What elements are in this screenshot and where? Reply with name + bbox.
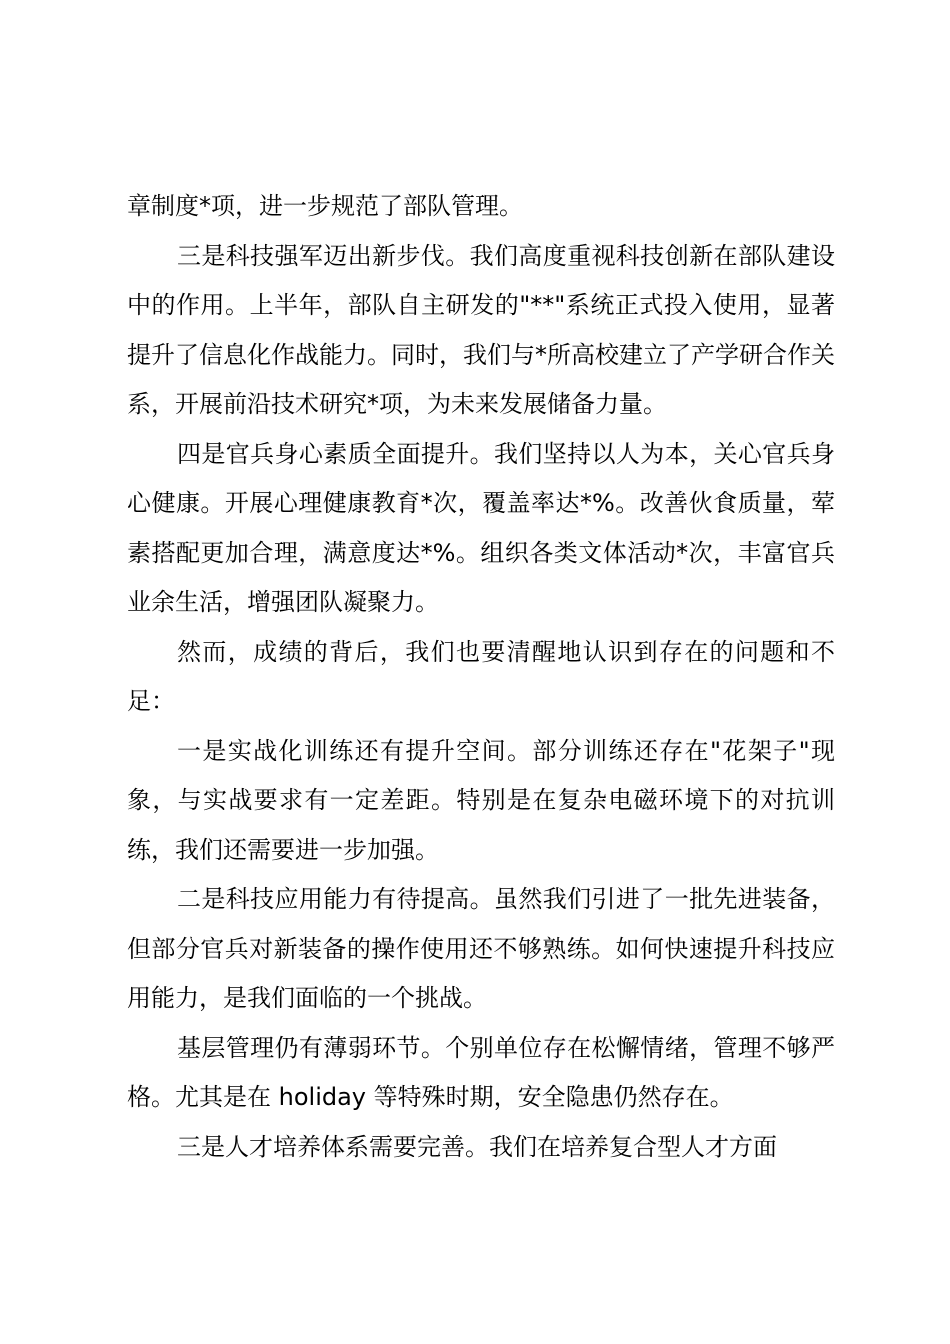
paragraph-8: 三是人才培养体系需要完善。我们在培养复合型人才方面 — [177, 1132, 777, 1161]
paragraph-4: 然而，成绩的背后，我们也要清醒地认识到存在的问题和不足： — [127, 637, 835, 715]
paragraph-6: 二是科技应用能力有待提高。虽然我们引进了一批先进装备，但部分官兵对新装备的操作使用还不够熟练。如何快速提升科技应用能力，是我们面临的一个挑战。 — [127, 885, 835, 1012]
paragraph-2: 三是科技强军迈出新步伐。我们高度重视科技创新在部队建设中的作用。上半年，部队自主研发的"**"系统正式投入使用，显著提升了信息化作战能力。同时，我们与*所高校建立了产学研合作关系，开展前沿技术研究*项，为未来发展储备力量。 — [127, 241, 835, 418]
paragraph-3: 四是官兵身心素质全面提升。我们坚持以人为本，关心官兵身心健康。开展心理健康教育*次，覆盖率达*%。改善伙食质量，荤素搭配更加合理，满意度达*%。组织各类文体活动*次，丰富官兵业余生活，增强团队凝聚力。 — [127, 439, 835, 616]
paragraph-1: 章制度*项，进一步规范了部队管理。 — [127, 192, 523, 220]
paragraph-5: 一是实战化训练还有提升空间。部分训练还存在"花架子"现象，与实战要求有一定差距。特别是在复杂电磁环境下的对抗训练，我们还需要进一步加强。 — [127, 736, 835, 864]
paragraph-7: 基层管理仍有薄弱环节。个别单位存在松懈情绪，管理不够严格。尤其是在 holiday 等特殊时期，安全隐患仍然存在。 — [127, 1033, 835, 1111]
document-page — [127, 182, 835, 1172]
